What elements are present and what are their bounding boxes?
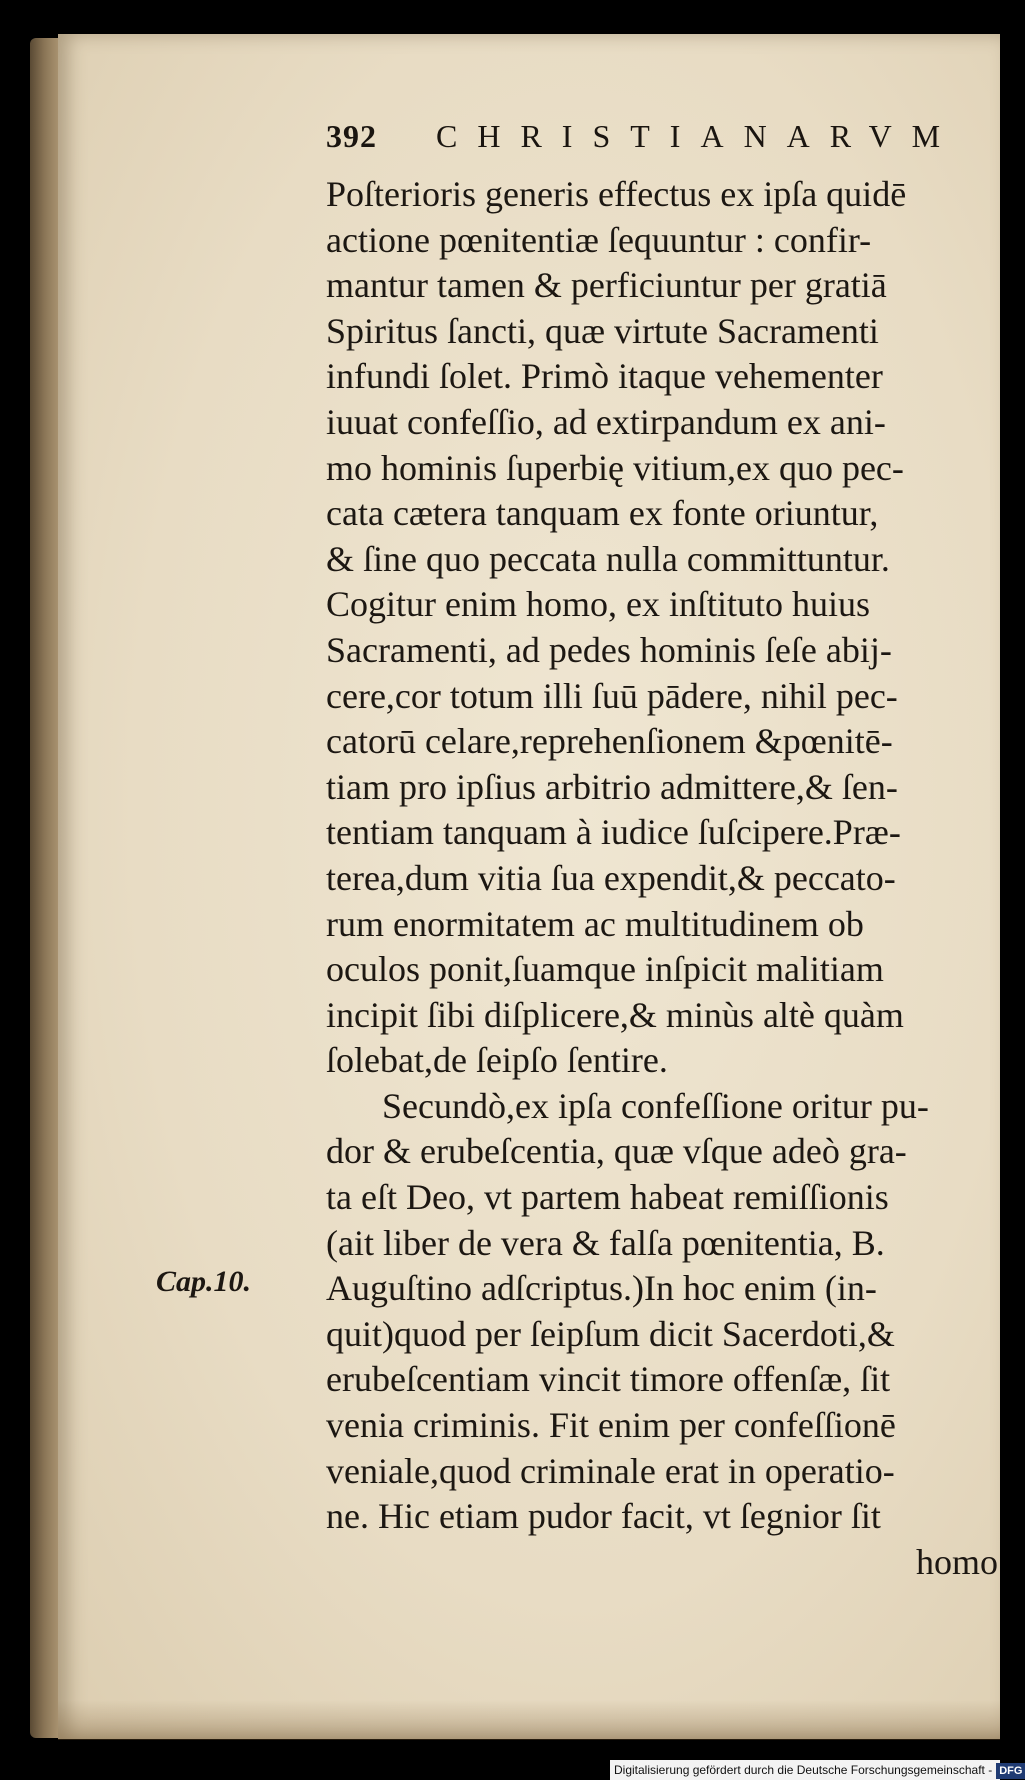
text-line: Secundò,ex ipſa confeſſione oritur pu- — [382, 1085, 929, 1126]
text-line: tiam pro ipſius arbitrio admittere,& ſen- — [326, 766, 898, 807]
text-line: veniale,quod criminale erat in operatio- — [326, 1450, 895, 1491]
text-line: dor & erubeſcentia, quæ vſque adeò gra- — [326, 1131, 907, 1172]
page-shadow — [58, 1700, 1000, 1740]
text-line: iuuat confeſſio, ad extirpandum ex ani- — [326, 401, 886, 442]
text-line: rum enormitatem ac multitudinem ob — [326, 903, 864, 944]
text-line: & ſine quo peccata nulla committuntur. — [326, 538, 890, 579]
text-line: mo hominis ſuperbię vitium,ex quo pec- — [326, 447, 904, 488]
text-line: infundi ſolet. Primò itaque vehementer — [326, 356, 883, 397]
text-line: (ait liber de vera & falſa pœnitentia, B. — [326, 1222, 885, 1263]
text-line: Cogitur enim homo, ex inſtituto huius — [326, 584, 870, 625]
text-line: Sacramenti, ad pedes hominis ſeſe abij- — [326, 629, 892, 670]
text-line: catorū celare,reprehenſionem &pœnitē- — [326, 721, 893, 762]
dfg-logo: DFG — [996, 1763, 1025, 1779]
catchword: homo — [915, 1541, 998, 1582]
body-text — [326, 172, 1000, 1585]
margin-note: Cap.10. — [156, 1265, 252, 1298]
page-number: 392 — [326, 118, 377, 154]
text-line: ſolebat,de ſeipſo ſentire. — [326, 1040, 668, 1081]
text-line: ne. Hic etiam pudor facit, vt ſegnior ſit — [326, 1496, 881, 1537]
text-line: actione pœnitentiæ ſequuntur : confir- — [326, 219, 872, 260]
text-line: erubeſcentiam vincit timore offenſæ, ſit — [326, 1359, 891, 1400]
text-line: cere,cor totum illi ſuū pādere, nihil pec- — [326, 675, 898, 716]
text-line: oculos ponit,ſuamque inſpicit malitiam — [326, 949, 884, 990]
digitization-credit — [610, 1760, 1023, 1780]
text-line: mantur tamen & perficiuntur per gratiā — [326, 265, 887, 306]
text-line: tentiam tanquam à iudice ſuſcipere.Præ- — [326, 812, 901, 853]
credit-text: Digitalisierung gefördert durch die Deutsche Forschungsgemeinschaft - — [614, 1763, 993, 1777]
text-line: quit)quod per ſeipſum dicit Sacerdoti,& — [326, 1313, 895, 1354]
running-title: CHRISTIANARVM — [436, 118, 961, 154]
text-line: incipit ſibi diſplicere,& minùs altè quàm — [326, 994, 904, 1035]
text-line: Poſterioris generis effectus ex ipſa quidē — [326, 174, 907, 214]
text-line: Auguſtino adſcriptus.)In hoc enim (in- — [326, 1268, 877, 1309]
text-line: venia criminis. Fit enim per confeſſionē — [326, 1405, 896, 1446]
text-line: cata cætera tanquam ex fonte oriuntur, — [326, 493, 879, 534]
text-line: terea,dum vitia ſua expendit,& peccato- — [326, 857, 896, 898]
text-line: ta eſt Deo, vt partem habeat remiſſionis — [326, 1177, 889, 1218]
text-line: Spiritus ſancti, quæ virtute Sacramenti — [326, 310, 879, 351]
page-header — [326, 118, 986, 164]
